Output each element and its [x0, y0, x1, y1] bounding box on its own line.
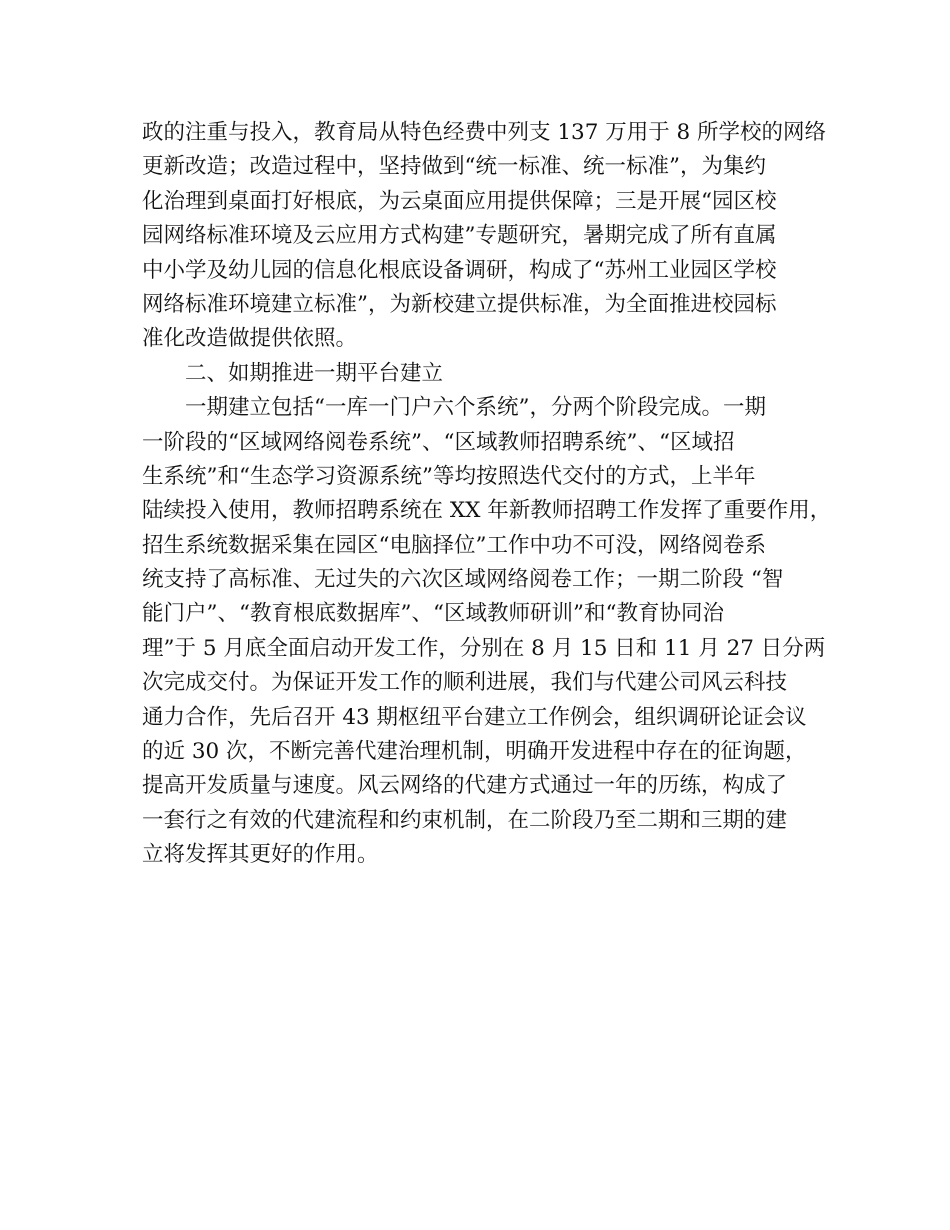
paragraph-1 [142, 116, 827, 357]
paragraph-line: 中小学及幼儿园的信息化根底设备调研，构成了“苏州工业园区学校 [142, 257, 777, 283]
paragraph-line: 一套行之有效的代建流程和约束机制，在二阶段乃至二期和三期的建 [142, 807, 788, 833]
paragraph-2 [142, 391, 832, 872]
paragraph-line: 立将发挥其更好的作用。 [142, 842, 379, 868]
paragraph-line: 化治理到桌面打好根底，为云桌面应用提供保障；三是开展“园区校 [142, 188, 777, 214]
paragraph-line: 网络标准环境建立标准”，为新校建立提供标准，为全面推进校园标 [142, 291, 777, 317]
paragraph-line: 政的注重与投入，教育局从特色经费中列支 137 万用于 8 所学校的网络 [142, 120, 827, 145]
paragraph-line: 更新改造；改造过程中，坚持做到“统一标准、统一标准”，为集约 [142, 154, 766, 180]
document-body [142, 116, 832, 873]
paragraph-line: 一阶段的“区域网络阅卷系统”、“区域教师招聘系统”、“区域招 [142, 429, 735, 455]
paragraph-line: 准化改造做提供依照。 [142, 326, 358, 352]
paragraph-line: 提高开发质量与速度。风云网络的代建方式通过一年的历练，构成了 [142, 773, 788, 799]
paragraph-line: 的近 30 次，不断完善代建治理机制，明确开发进程中存在的征询题， [142, 739, 807, 765]
paragraph-line: 次完成交付。为保证开发工作的顺利进展，我们与代建公司风云科技 [142, 670, 788, 696]
paragraph-line: 陆续投入使用，教师招聘系统在 XX 年新教师招聘工作发挥了重要作用， [142, 498, 832, 524]
paragraph-line: 统支持了高标准、无过失的六次区域网络阅卷工作；一期二阶段 “智 [142, 567, 784, 593]
paragraph-line: 一期建立包括“一库一门户六个系统”，分两个阶段完成。一期 [142, 395, 766, 421]
paragraph-line: 生系统”和“生态学习资源系统”等均按照迭代交付的方式，上半年 [142, 463, 756, 489]
paragraph-line: 理”于 5 月底全面启动开发工作，分别在 8 月 15 日和 11 月 27 日分两 [142, 635, 826, 661]
paragraph-line: 能门户”、“教育根底数据库”、“区域教师研训”和“教育协同治 [142, 601, 724, 627]
paragraph-line: 招生系统数据采集在园区“电脑择位”工作中功不可没，网络阅卷系 [142, 532, 766, 558]
section-heading: 二、如期推进一期平台建立 [142, 360, 444, 386]
paragraph-line: 通力合作，先后召开 43 期枢纽平台建立工作例会，组织调研论证会议 [142, 704, 807, 730]
paragraph-line: 园网络标准环境及云应用方式构建”专题研究，暑期完成了所有直属 [142, 223, 777, 249]
